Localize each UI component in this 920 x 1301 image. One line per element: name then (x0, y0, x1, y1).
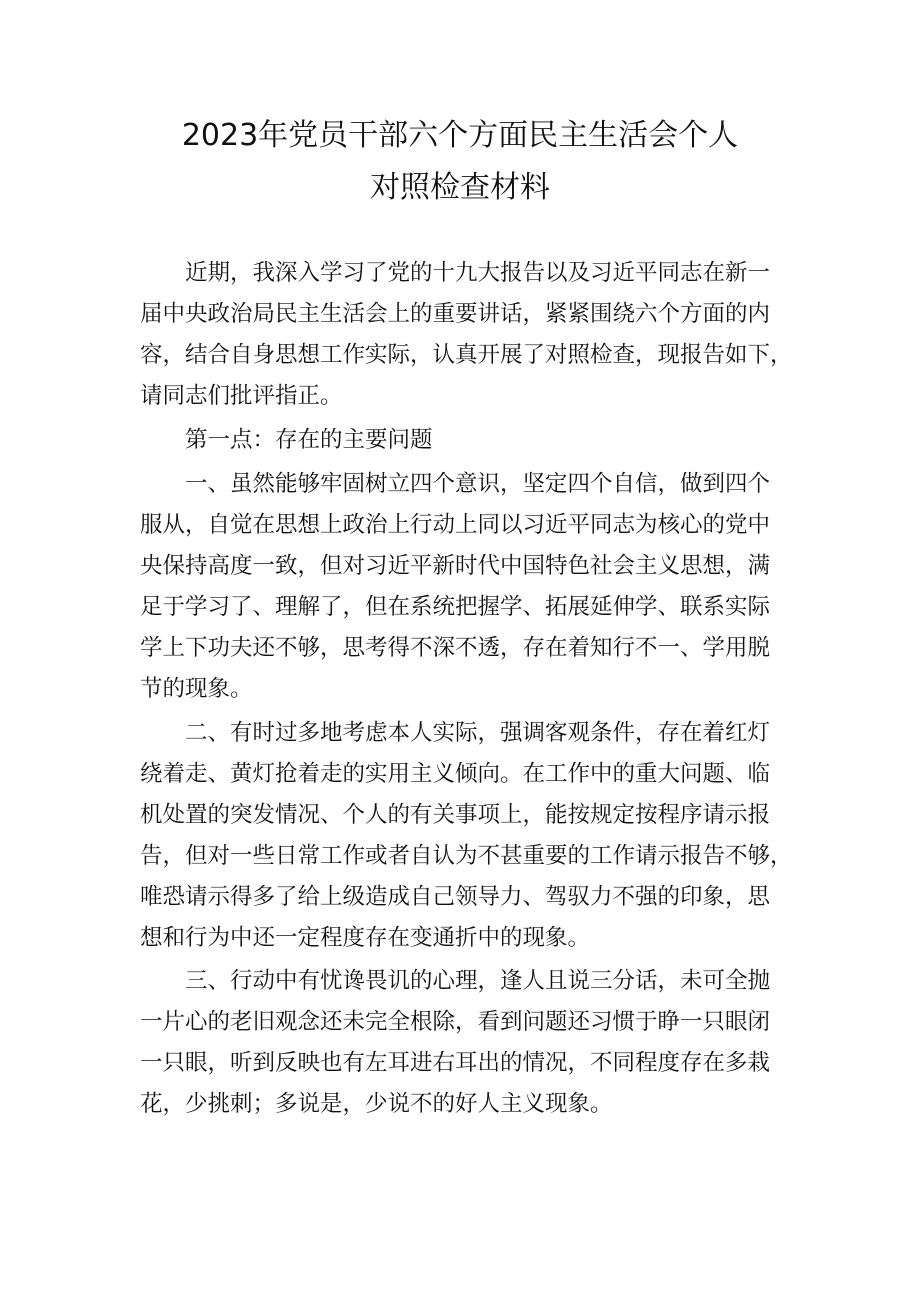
paragraph-intro-line-4: 请同志们批评指正。 (140, 383, 343, 409)
paragraph-1-line-1: 一、虽然能够牢固树立四个意识，坚定四个自信，做到四个 (185, 471, 771, 497)
paragraph-3-line-1: 三、行动中有忧谗畏讥的心理，逢人且说三分话，未可全抛 (185, 968, 771, 994)
paragraph-intro-line-3: 容，结合自身思想工作实际，认真开展了对照检查，现报告如下， (140, 342, 793, 368)
document-title-line-1: 2023年党员干部六个方面民主生活会个人 (181, 118, 739, 153)
paragraph-2-line-4: 告，但对一些日常工作或者自认为不甚重要的工作请示报告不够， (140, 843, 793, 869)
paragraph-1-line-6: 节的现象。 (140, 676, 253, 702)
paragraph-2-line-6: 想和行为中还一定程度存在变通折中的现象。 (140, 925, 591, 951)
paragraph-3-line-2: 一片心的老旧观念还未完全根除，看到问题还习惯于睁一只眼闭 (140, 1009, 771, 1035)
paragraph-2-line-3: 机处置的突发情况、个人的有关事项上，能按规定按程序请示报 (140, 802, 771, 828)
paragraph-1-line-2: 服从，自觉在思想上政治上行动上同以习近平同志为核心的党中 (140, 512, 771, 538)
document-title-line-2: 对照检查材料 (370, 170, 550, 205)
paragraph-1-line-5: 学上下功夫还不够，思考得不深不透，存在着知行不一、学用脱 (140, 635, 771, 661)
paragraph-intro-line-1: 近期，我深入学习了党的十九大报告以及习近平同志在新一 (185, 260, 771, 286)
paragraph-3-line-4: 花，少挑刺；多说是，少说不的好人主义现象。 (140, 1091, 613, 1117)
paragraph-2-line-5: 唯恐请示得多了给上级造成自己领导力、驾驭力不强的印象，思 (140, 884, 771, 910)
paragraph-intro-line-2: 届中央政治局民主生活会上的重要讲话，紧紧围绕六个方面的内 (140, 301, 771, 327)
paragraph-2-line-1: 二、有时过多地考虑本人实际，强调客观条件，存在着红灯 (185, 720, 771, 746)
section-heading: 第一点：存在的主要问题 (185, 427, 433, 453)
paragraph-3-line-3: 一只眼，听到反映也有左耳进右耳出的情况，不同程度存在多栽 (140, 1050, 771, 1076)
paragraph-1-line-3: 央保持高度一致，但对习近平新时代中国特色社会主义思想，满 (140, 553, 771, 579)
paragraph-1-line-4: 足于学习了、理解了，但在系统把握学、拓展延伸学、联系实际 (140, 594, 771, 620)
paragraph-2-line-2: 绕着走、黄灯抢着走的实用主义倾向。在工作中的重大问题、临 (140, 761, 771, 787)
